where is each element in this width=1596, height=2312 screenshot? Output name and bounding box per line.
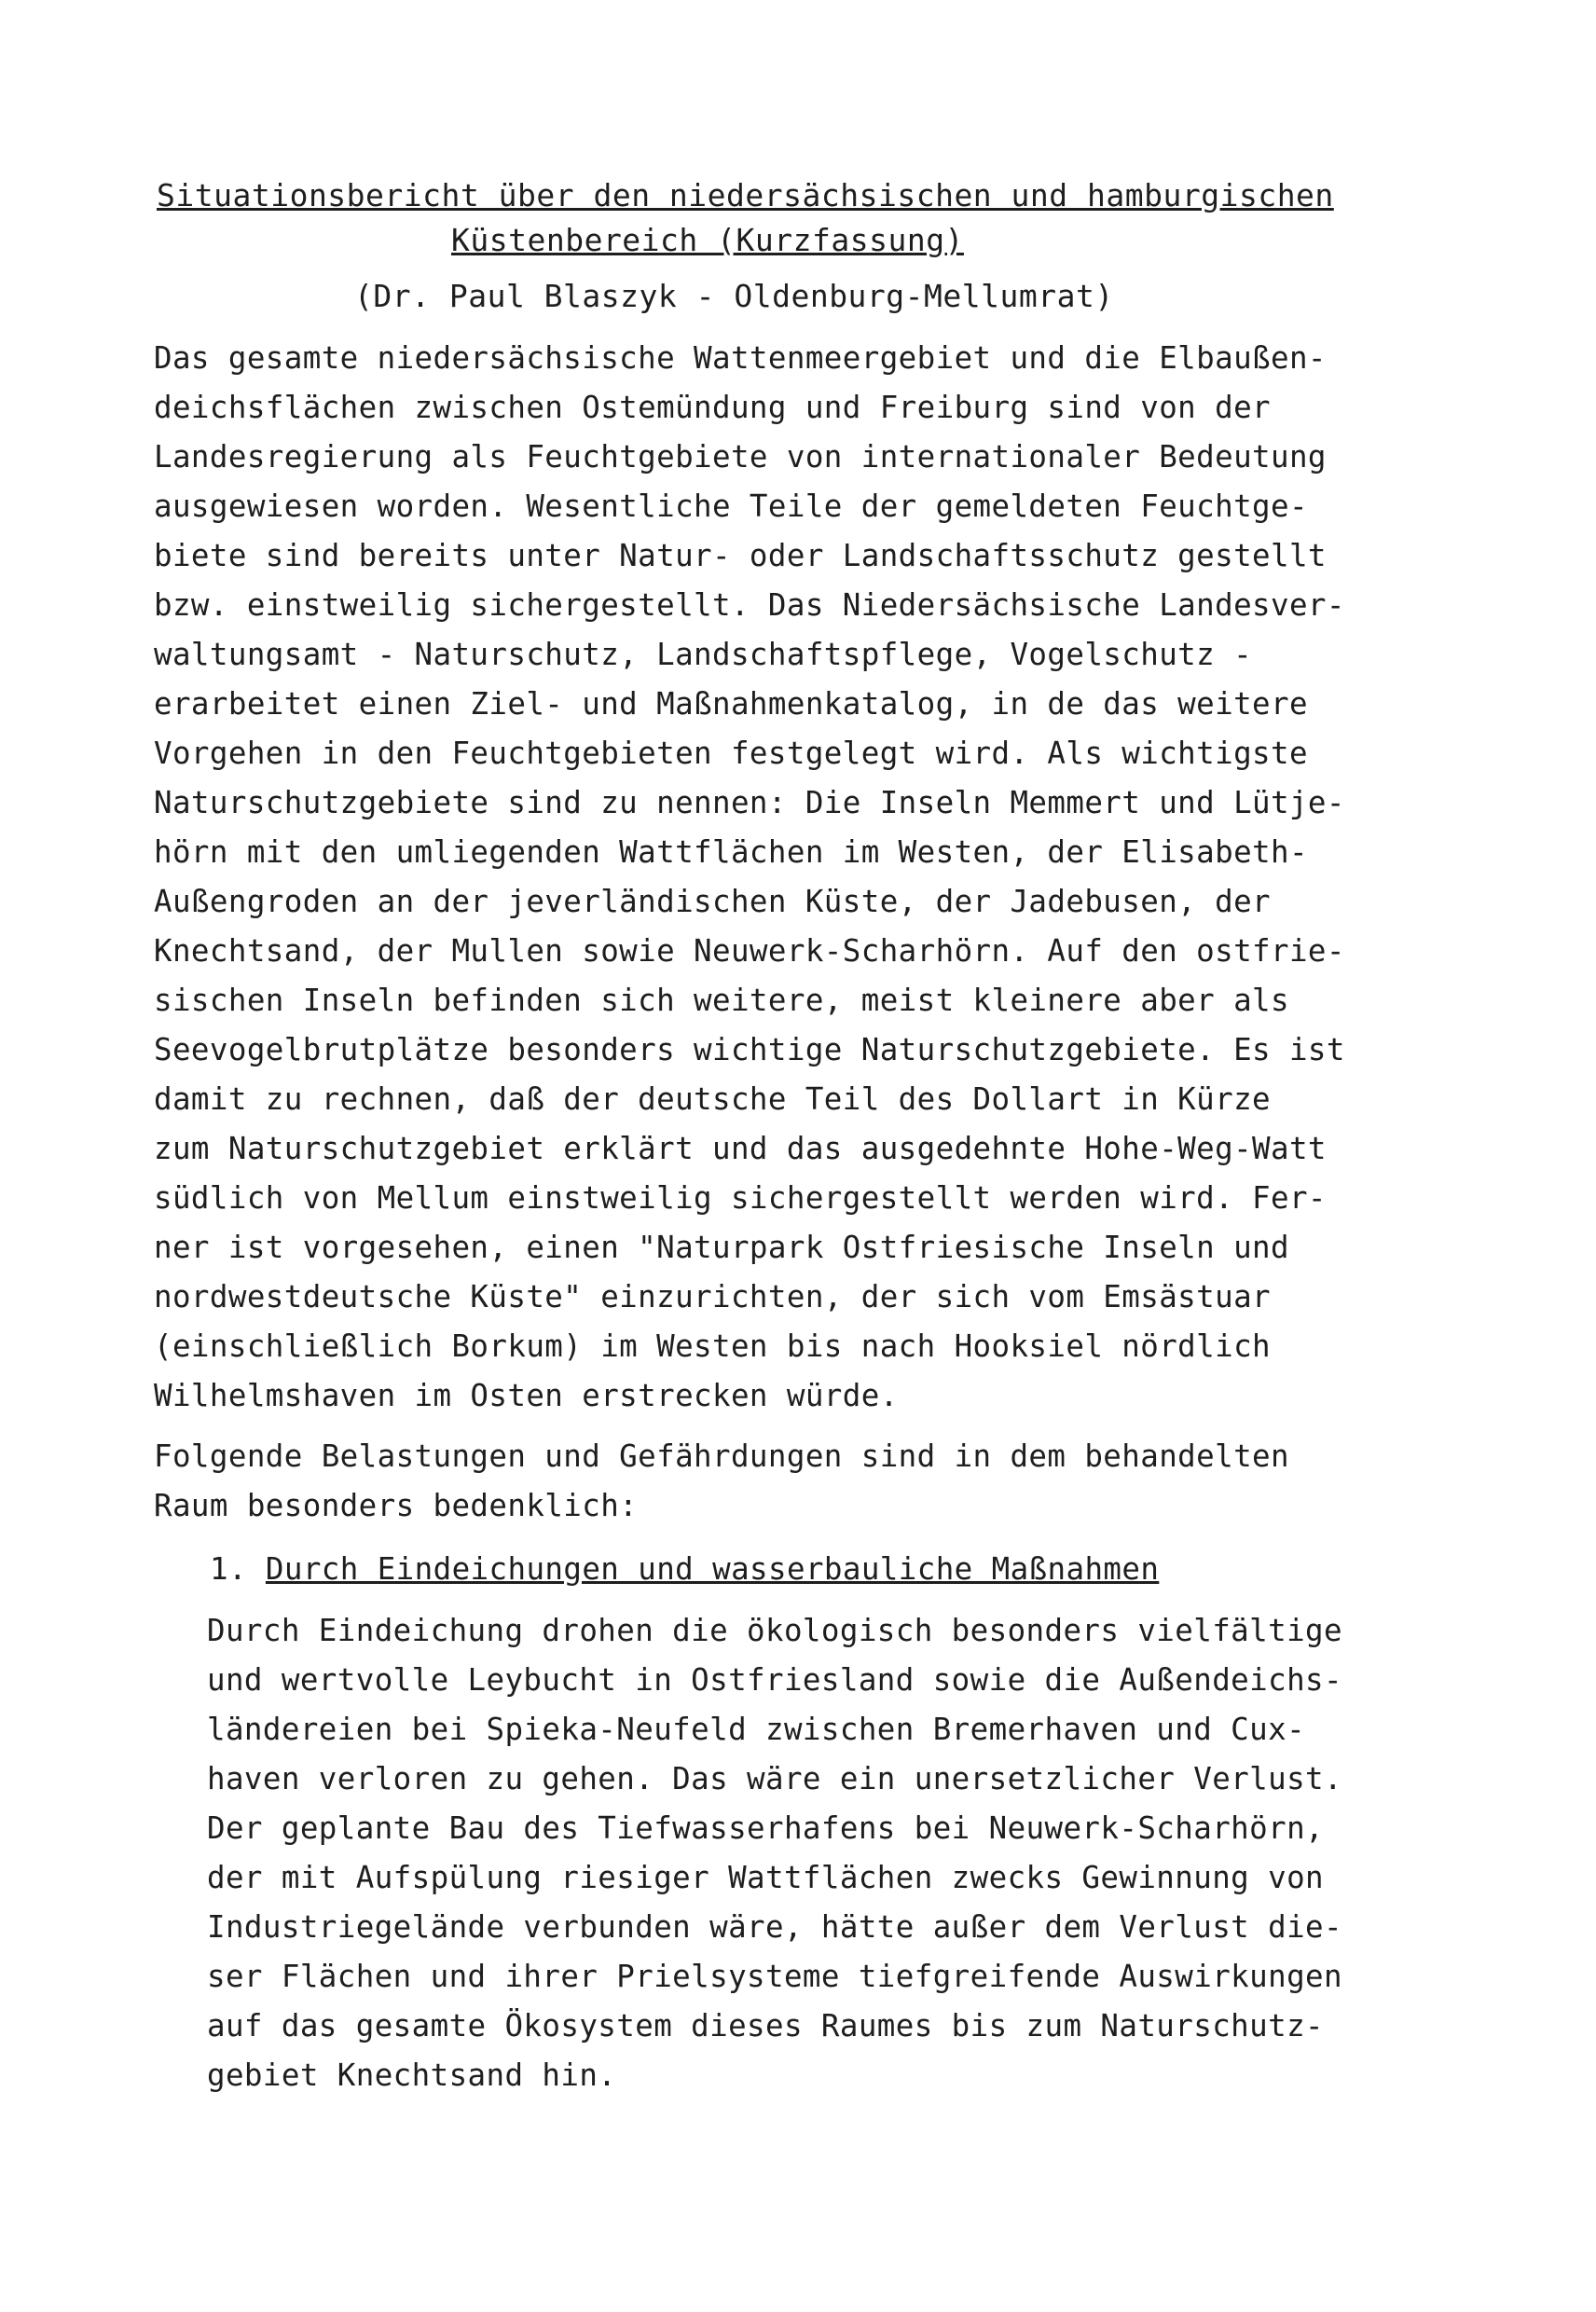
text-line: deichsflächen zwischen Ostemündung und Freiburg sind von der <box>154 390 1271 425</box>
text-line: Der geplante Bau des Tiefwasserhafens bei Neuwerk-Scharhörn, <box>207 1810 1324 1846</box>
text-line: Durch Eindeichung drohen die ökologisch besonders vielfältige <box>207 1613 1342 1648</box>
title-line-1: Situationsbericht über den niedersächsischen und hamburgischen <box>157 177 1334 213</box>
text-line: Das gesamte niedersächsische Wattenmeergebiet und die Elbaußen- <box>154 340 1327 376</box>
text-line: biete sind bereits unter Natur- oder Landschaftsschutz gestellt <box>154 538 1327 573</box>
text-line: damit zu rechnen, daß der deutsche Teil des Dollart in Kürze <box>154 1081 1271 1117</box>
text-line: ländereien bei Spieka-Neufeld zwischen Bremerhaven und Cux- <box>207 1712 1306 1747</box>
text-line: nordwestdeutsche Küste" einzurichten, der sich vom Emsästuar <box>154 1279 1271 1314</box>
text-line: Industriegelände verbunden wäre, hätte außer dem Verlust die- <box>207 1909 1342 1945</box>
title-line-2: Küstenbereich (Kurzfassung) <box>451 222 964 258</box>
intro-paragraph <box>154 334 1345 1421</box>
text-line: auf das gesamte Ökosystem dieses Raumes bis zum Naturschutz- <box>207 2008 1324 2044</box>
text-line: Vorgehen in den Feuchtgebieten festgelegt wird. Als wichtigste <box>154 736 1308 771</box>
text-line: Naturschutzgebiete sind zu nennen: Die Inseln Memmert und Lütje- <box>154 785 1345 820</box>
text-line: Außengroden an der jeverländischen Küste, der Jadebusen, der <box>154 884 1271 919</box>
text-line: zum Naturschutzgebiet erklärt und das ausgedehnte Hohe-Weg-Watt <box>154 1131 1327 1166</box>
text-line: und wertvolle Leybucht in Ostfriesland sowie die Außendeichs- <box>207 1662 1342 1698</box>
text-line: Raum besonders bedenklich: <box>154 1488 639 1523</box>
text-line: Knechtsand, der Mullen sowie Neuwerk-Scharhörn. Auf den ostfrie- <box>154 933 1345 969</box>
text-line: südlich von Mellum einstweilig sichergestellt werden wird. Fer- <box>154 1180 1327 1216</box>
text-line: hörn mit den umliegenden Wattflächen im Westen, der Elisabeth- <box>154 834 1308 870</box>
text-line: Seevogelbrutplätze besonders wichtige Naturschutzgebiete. Es ist <box>154 1032 1345 1067</box>
text-line: Wilhelmshaven im Osten erstrecken würde. <box>154 1378 899 1413</box>
text-line: erarbeitet einen Ziel- und Maßnahmenkatalog, in de das weitere <box>154 686 1308 722</box>
section-1-heading <box>210 1551 1159 1587</box>
text-line: ner ist vorgesehen, einen "Naturpark Ostfriesische Inseln und <box>154 1230 1289 1265</box>
text-line: der mit Aufspülung riesiger Wattflächen zwecks Gewinnung von <box>207 1860 1324 1895</box>
text-line: waltungsamt - Naturschutz, Landschaftspflege, Vogelschutz - <box>154 637 1253 672</box>
section-1-paragraph <box>207 1606 1342 2100</box>
threats-intro-paragraph <box>154 1432 1289 1531</box>
text-line: ser Flächen und ihrer Prielsysteme tiefgreifende Auswirkungen <box>207 1959 1342 1994</box>
text-line: Landesregierung als Feuchtgebiete von internationaler Bedeutung <box>154 439 1327 475</box>
section-title: Durch Eindeichungen und wasserbauliche Maßnahmen <box>265 1551 1160 1587</box>
text-line: gebiet Knechtsand hin. <box>207 2057 617 2093</box>
text-line: ausgewiesen worden. Wesentliche Teile der gemeldeten Feuchtge- <box>154 489 1308 524</box>
author-line: (Dr. Paul Blaszyk - Oldenburg-Mellumrat) <box>354 278 1114 314</box>
section-number: 1. <box>210 1551 247 1587</box>
text-line: bzw. einstweilig sichergestellt. Das Niedersächsische Landesver- <box>154 587 1345 623</box>
text-line: (einschließlich Borkum) im Westen bis nach Hooksiel nördlich <box>154 1328 1271 1364</box>
text-line: sischen Inseln befinden sich weitere, meist kleinere aber als <box>154 983 1289 1018</box>
text-line: Folgende Belastungen und Gefährdungen sind in dem behandelten <box>154 1438 1289 1474</box>
text-line: haven verloren zu gehen. Das wäre ein unersetzlicher Verlust. <box>207 1761 1342 1796</box>
